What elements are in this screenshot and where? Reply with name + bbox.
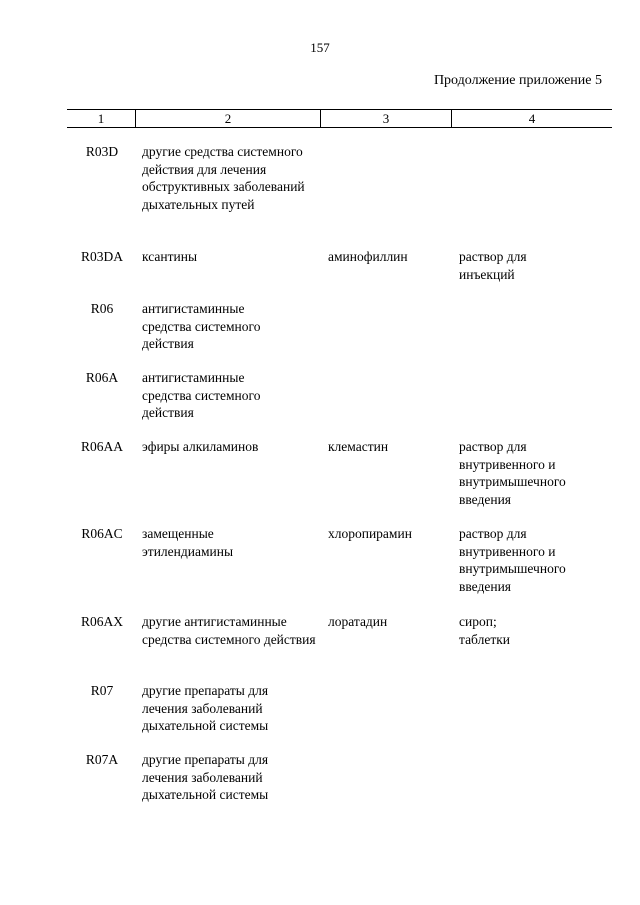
row-code: R03D (85, 144, 119, 159)
page-number: 157 (310, 40, 330, 55)
continuation-title: Продолжение приложение 5 (433, 73, 602, 88)
row-code: R06A (85, 370, 119, 385)
row-group: другие препараты для лечения заболеваний дыхательной системы (142, 752, 269, 802)
row-code: R06AC (81, 526, 123, 541)
row-group: другие препараты для лечения заболеваний дыхательной системы (142, 683, 269, 733)
header-col-3: 3 (382, 111, 390, 126)
row-form: сироп; таблетки (459, 614, 511, 647)
row-group: другие антигистаминные средства системного действия (142, 614, 316, 647)
row-group: другие средства системного действия для лечения обструктивных заболеваний дыхательных путей (142, 144, 305, 212)
row-form: раствор для внутривенного и внутримышечного введения (459, 526, 566, 594)
row-drug: клемастин (328, 439, 389, 454)
row-code: R03DA (80, 249, 123, 264)
header-col-2: 2 (224, 111, 232, 126)
row-drug: аминофиллин (328, 249, 408, 264)
row-form: раствор для внутривенного и внутримышечного введения (459, 439, 566, 507)
row-group: эфиры алкиламинов (142, 439, 259, 454)
row-group: ксантины (142, 249, 198, 264)
row-drug: лоратадин (328, 614, 388, 629)
header-col-1: 1 (97, 111, 105, 126)
row-drug: хлоропирамин (328, 526, 412, 541)
row-group: антигистаминные средства системного действия (142, 301, 261, 351)
row-code: R07A (85, 752, 119, 767)
header-col-4: 4 (528, 111, 536, 126)
row-code: R07 (90, 683, 114, 698)
row-group: замещенные этилендиамины (142, 526, 234, 559)
row-code: R06 (90, 301, 114, 316)
row-form: раствор для инъекций (459, 249, 527, 282)
header-bottom-rule (67, 127, 612, 128)
row-code: R06AX (80, 614, 123, 629)
row-group: антигистаминные средства системного действия (142, 370, 261, 420)
row-code: R06AA (80, 439, 123, 454)
